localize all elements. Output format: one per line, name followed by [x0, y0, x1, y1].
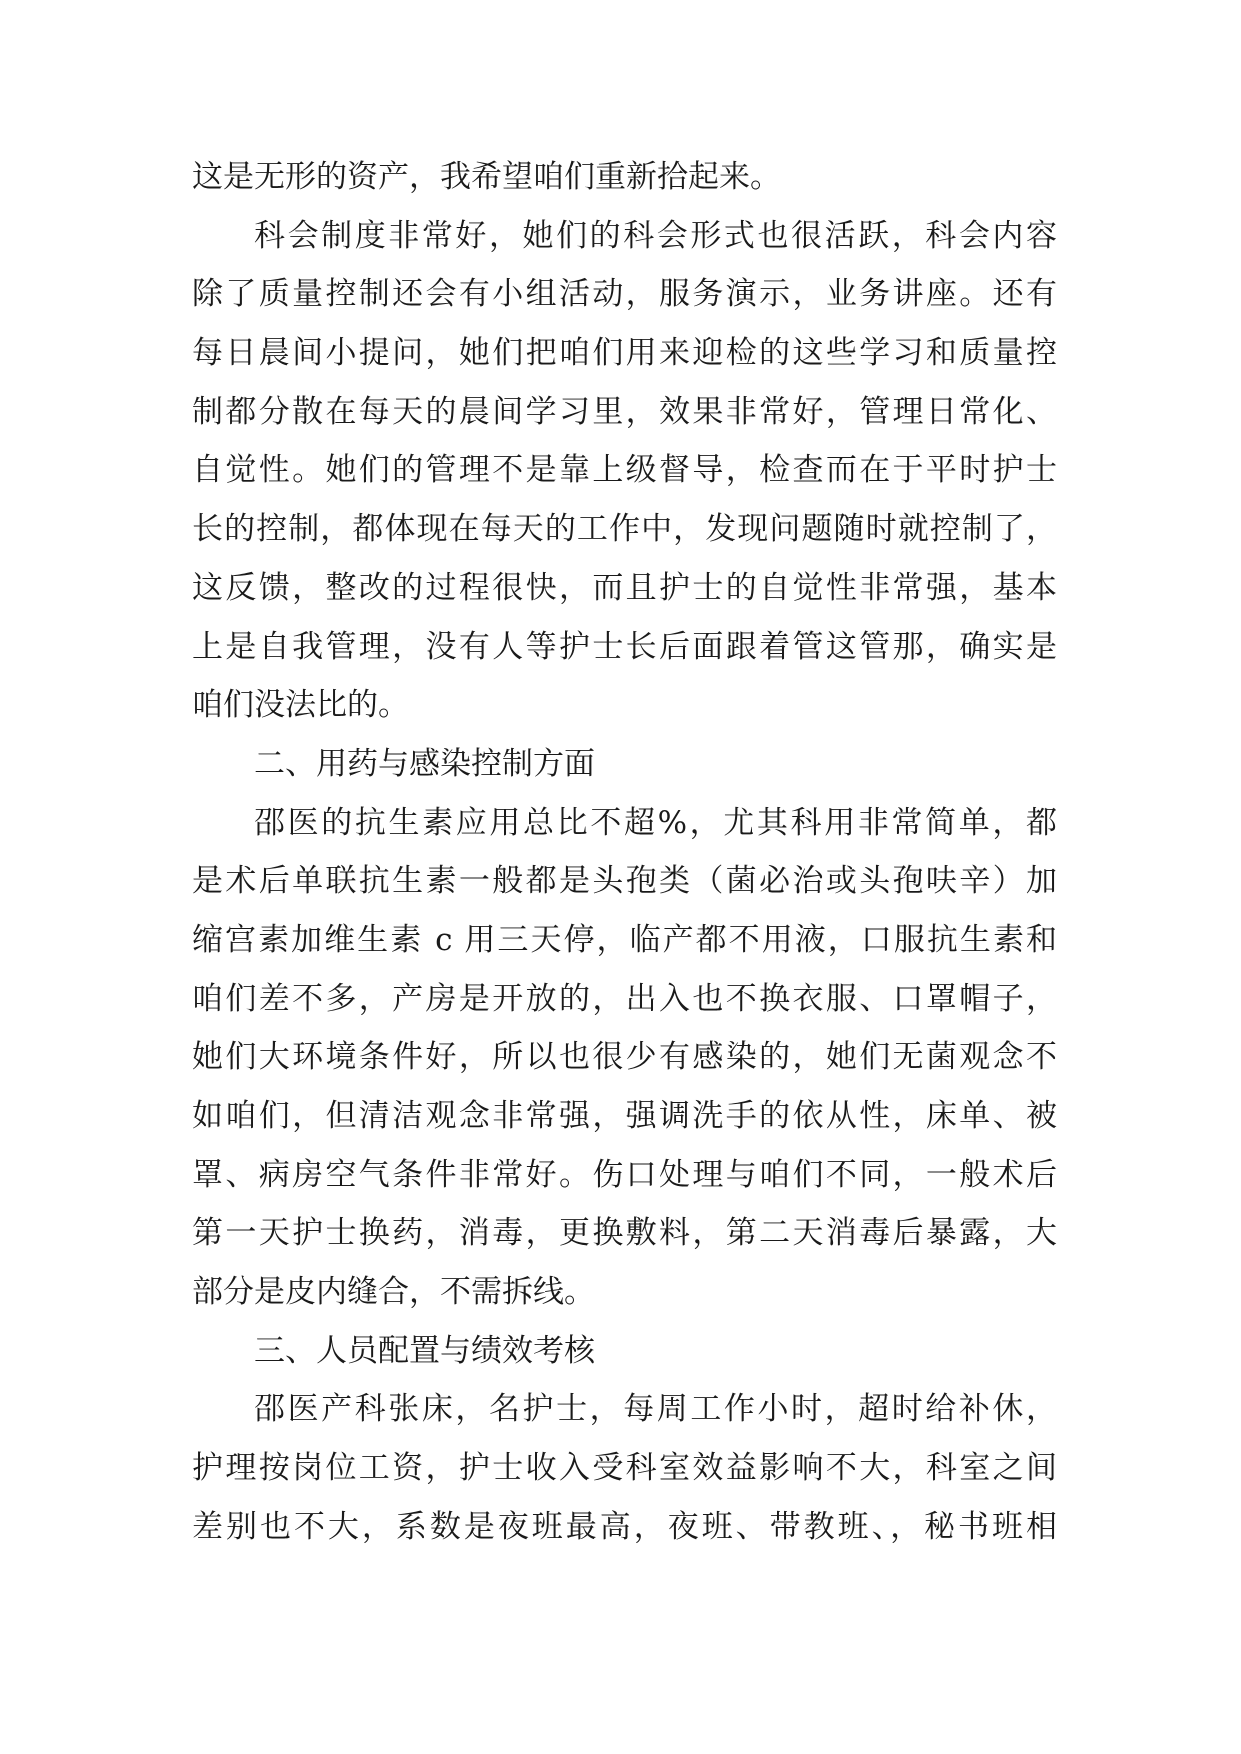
- paragraph-line: 除了质量控制还会有小组活动，服务演示，业务讲座。还有: [192, 276, 1057, 313]
- paragraph-line: 她们大环境条件好，所以也很少有感染的，她们无菌观念不: [192, 1039, 1057, 1076]
- paragraph-line: 护理按岗位工资，护士收入受科室效益影响不大，科室之间: [192, 1450, 1057, 1487]
- paragraph-line: 是术后单联抗生素一般都是头孢类（菌必治或头孢呋辛）加: [192, 863, 1057, 900]
- paragraph-line: 如咱们，但清洁观念非常强，强调洗手的依从性，床单、被: [192, 1098, 1057, 1134]
- paragraph-line: 上是自我管理，没有人等护士长后面跟着管这管那，确实是: [192, 628, 1057, 665]
- paragraph-line: 制都分散在每天的晨间学习里，效果非常好，管理日常化、: [192, 393, 1057, 430]
- paragraph-line: 咱们差不多，产房是开放的，出入也不换衣服、口罩帽子，: [192, 980, 1057, 1017]
- paragraph-line: 第一天护士换药，消毒，更换敷料，第二天消毒后暴露，大: [192, 1215, 1057, 1252]
- paragraph-line: 差别也不大，系数是夜班最高，夜班、带教班、，秘书班相: [192, 1508, 1057, 1545]
- document-body: [192, 148, 1057, 1557]
- paragraph-line: 每日晨间小提问，她们把咱们用来迎检的这些学习和质量控: [192, 335, 1057, 372]
- paragraph-line: 部分是皮内缝合，不需拆线。: [192, 1274, 595, 1311]
- paragraph-line: 自觉性。她们的管理不是靠上级督导，检查而在于平时护士: [192, 452, 1057, 489]
- paragraph-line: 咱们没法比的。: [192, 687, 409, 724]
- paragraph-line: 科会制度非常好，她们的科会形式也很活跃，科会内容: [254, 217, 1057, 254]
- paragraph-line: 这反馈，整改的过程很快，而且护士的自觉性非常强，基本: [192, 569, 1057, 606]
- section-heading: 二、用药与感染控制方面: [254, 745, 595, 782]
- paragraph-line: 邵医的抗生素应用总比不超%，尤其科用非常简单，都: [254, 804, 1057, 841]
- section-heading: 三、人员配置与绩效考核: [254, 1332, 595, 1369]
- paragraph-line: 缩宫素加维生素 c 用三天停，临产都不用液，口服抗生素和: [192, 921, 1057, 958]
- paragraph-line: 罩、病房空气条件非常好。伤口处理与咱们不同，一般术后: [192, 1156, 1057, 1193]
- paragraph-line: 长的控制，都体现在每天的工作中，发现问题随时就控制了，: [192, 511, 1057, 548]
- paragraph-line: 这是无形的资产，我希望咱们重新拾起来。: [192, 159, 781, 195]
- paragraph-line: 邵医产科张床，名护士，每周工作小时，超时给补休，: [254, 1391, 1057, 1428]
